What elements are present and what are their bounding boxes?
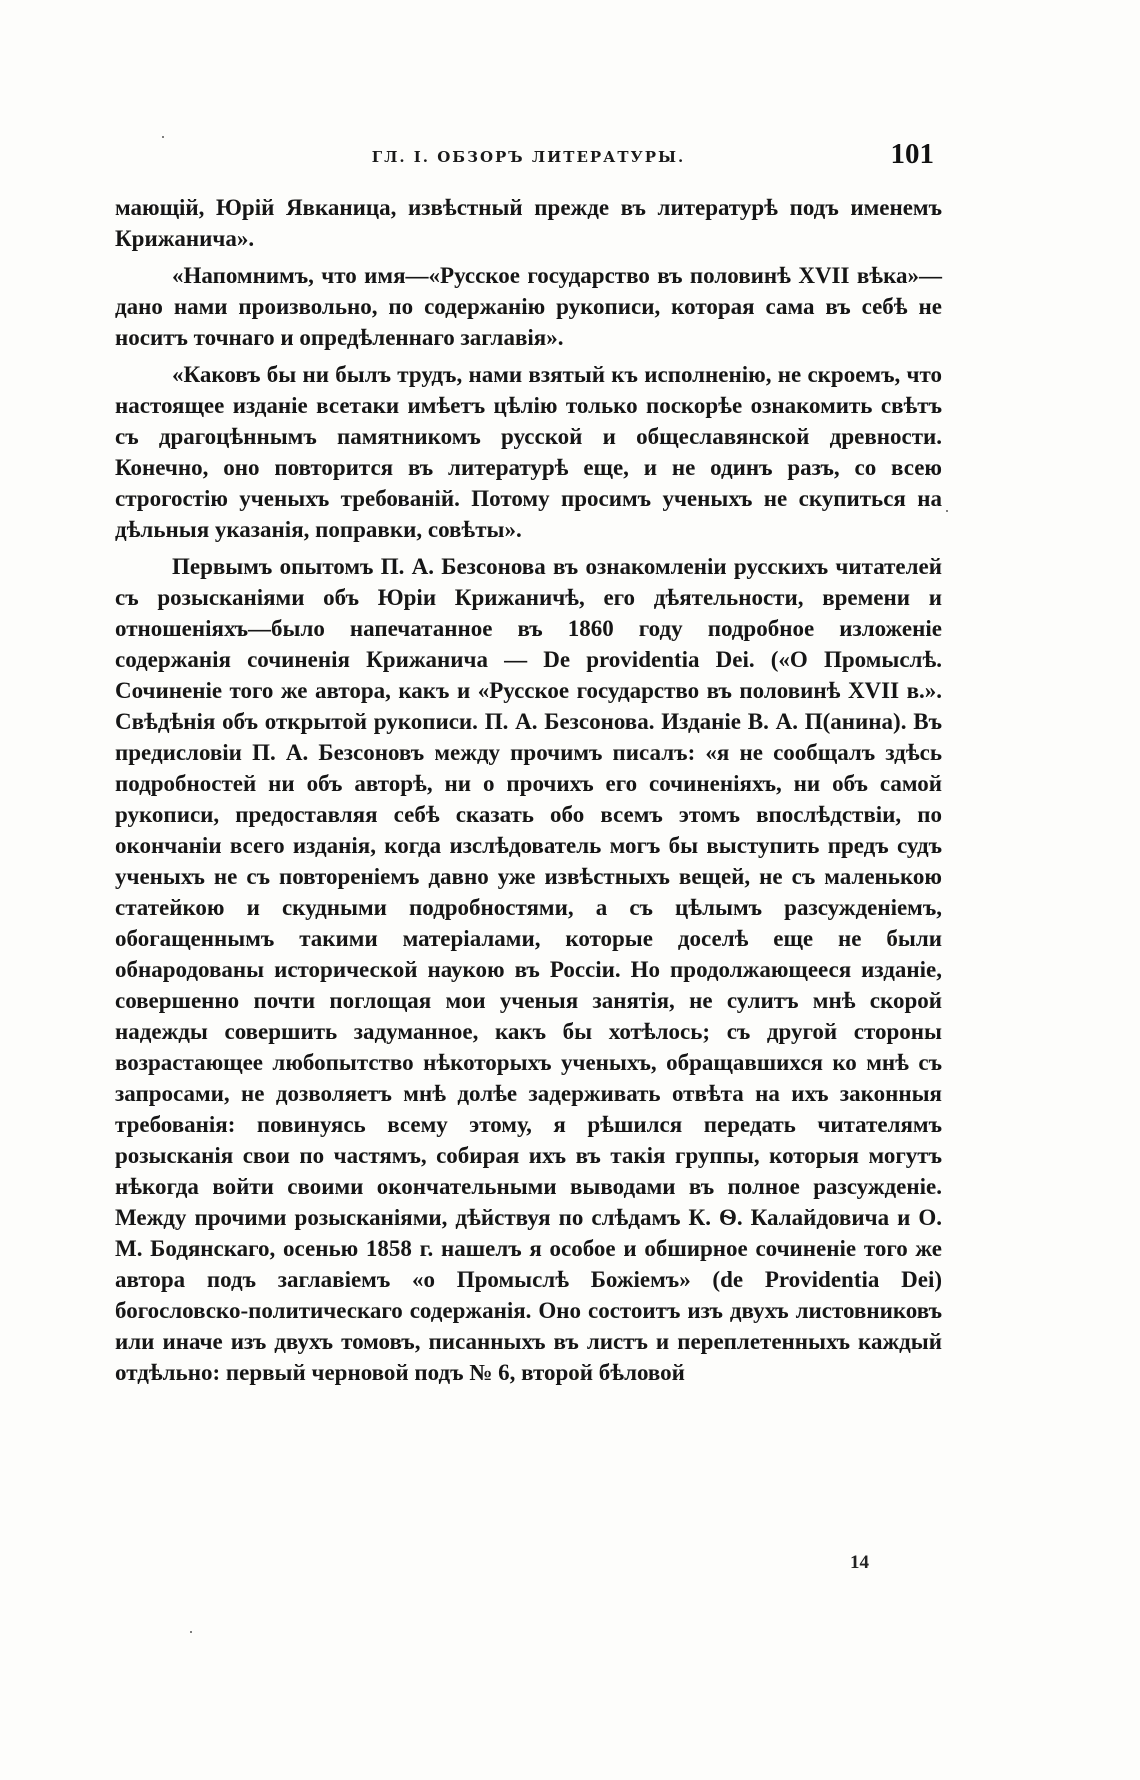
page-header — [115, 138, 942, 182]
paragraph: Первымъ опытомъ П. А. Безсонова въ ознакомленіи русскихъ читателей съ розысканіями объ Юріи Крижаничѣ, его дѣятельности, времени и отношеніяхъ—было напечатанное въ 1860 году подробное изложеніе содержанія сочиненія Крижанича — De providentia Dei. («О Промыслѣ. Сочиненіе того же автора, какъ и «Русское государство въ половинѣ XVII в.». Свѣдѣнія объ открытой рукописи. П. А. Безсонова. Изданіе В. А. П(анина). Въ предисловіи П. А. Безсоновъ между прочимъ писалъ: «я не сообщалъ здѣсь подробностей ни объ авторѣ, ни о прочихъ его сочиненіяхъ, ни объ самой рукописи, предоставляя себѣ сказать обо всемъ этомъ впослѣдствіи, по окончаніи всего изданія, когда изслѣдователь могъ бы выступить предъ судъ ученыхъ не съ повтореніемъ давно уже извѣстныхъ вещей, не съ маленькою статейкою и скудными подробностями, а съ цѣлымъ разсужденіемъ, обогащеннымъ такими матеріалами, которые доселѣ еще не были обнародованы исторической наукою въ Россіи. Но продолжающееся изданіе, совершенно почти поглощая мои ученыя занятія, не сулитъ мнѣ скорой надежды совершить задуманное, какъ бы хотѣлось; съ другой стороны возрастающее любопытство нѣкоторыхъ ученыхъ, обращавшихся ко мнѣ съ запросами, не дозволяетъ мнѣ долѣе задерживать отвѣта на ихъ законныя требованія: повинуясь всему этому, я рѣшился передать читателямъ розысканія свои по частямъ, собирая ихъ въ такія группы, которыя могутъ нѣкогда войти своими окончательными выводами въ полное разсужденіе. Между прочими розысканіями, дѣйствуя по слѣдамъ К. Ѳ. Калайдовича и О. М. Бодянскаго, осенью 1858 г. нашелъ я особое и обширное сочиненіе того же автора подъ заглавіемъ «о Промыслѣ Божіемъ» (de Providentia Dei) богословско-политическаго содержанія. Оно состоитъ изъ двухъ листовниковъ или иначе изъ двухъ томовъ, писанныхъ въ листъ и переплетенныхъ каждый отдѣльно: первый черновой подъ № 6, второй бѣловой — [115, 554, 942, 1385]
body-text — [115, 192, 942, 1394]
print-speck — [946, 510, 948, 512]
print-speck — [190, 1631, 192, 1633]
paragraph: «Напомнимъ, что имя—«Русское государство въ половинѣ XVII вѣка»—дано нами произвольно, по содержанію рукописи, которая сама въ себѣ не носитъ точнаго и опредѣленнаго заглавія». — [115, 263, 942, 350]
running-head: ГЛ. I. ОБЗОРЪ ЛИТЕРАТУРЫ. — [371, 148, 686, 166]
paragraph: мающій, Юрій Явканица, извѣстный прежде въ литературѣ подъ именемъ Крижанича». — [115, 195, 942, 251]
page-number: 101 — [890, 138, 934, 170]
print-speck — [162, 136, 164, 138]
signature-mark: 14 — [850, 1552, 869, 1573]
paragraph: «Каковъ бы ни былъ трудъ, нами взятый къ исполненію, не скроемъ, что настоящее изданіе всетаки имѣетъ цѣлію только поскорѣе ознакомить свѣтъ съ драгоцѣннымъ памятникомъ русской и общеславянской древности. Конечно, оно повторится въ литературѣ еще, и не одинъ разъ, со всею строгостію ученыхъ требованій. Потому просимъ ученыхъ не скупиться на дѣльныя указанія, поправки, совѣты». — [115, 362, 942, 542]
